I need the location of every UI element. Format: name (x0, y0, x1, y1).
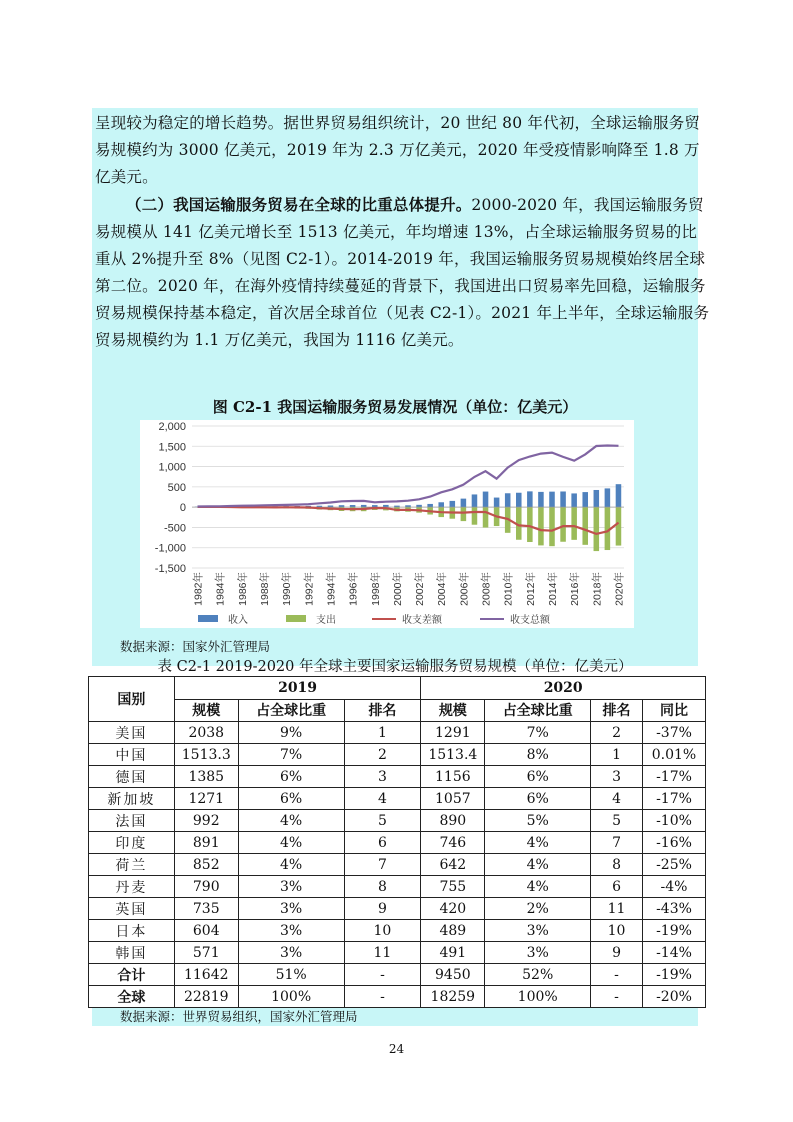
country-cell: 合计 (89, 964, 175, 986)
table-cell: 890 (421, 810, 485, 832)
header-year-2020: 2020 (421, 677, 706, 700)
x-tick-label: 2004年 (436, 572, 449, 606)
x-tick-label: 2010年 (502, 572, 515, 606)
x-tick-label: 1982年 (192, 572, 205, 606)
bar-income (560, 491, 566, 507)
x-tick-label: 2000年 (391, 572, 404, 606)
table-cell: 5 (591, 810, 643, 832)
bar-income (450, 501, 456, 507)
table-cell: 642 (421, 854, 485, 876)
bar-income (483, 492, 489, 508)
header-rank-2020: 排名 (591, 699, 643, 722)
table-cell: 852 (174, 854, 238, 876)
table-cell: 11642 (174, 964, 238, 986)
table-cell: 3% (485, 920, 591, 942)
country-cell: 荷兰 (89, 854, 175, 876)
table-cell: 2% (485, 898, 591, 920)
table-title: 表 C2-1 2019-2020 年全球主要国家运输服务贸易规模（单位：亿美元） (157, 659, 633, 675)
table-cell: 6 (344, 832, 421, 854)
table-total-row (89, 964, 706, 986)
table-cell: -37% (642, 722, 705, 744)
y-tick-label: 1,000 (158, 461, 186, 474)
table-cell: 4% (485, 876, 591, 898)
table-cell: 4% (485, 854, 591, 876)
table-cell: -14% (642, 942, 705, 964)
table-source: 数据来源：世界贸易组织，国家外汇管理局 (120, 1009, 358, 1024)
x-tick-label: 2008年 (480, 572, 493, 606)
table-cell: -4% (642, 876, 705, 898)
table-cell: 4 (344, 788, 421, 810)
table-cell: 1291 (421, 722, 485, 744)
table-cell: 100% (238, 986, 344, 1008)
table-row (89, 942, 706, 964)
x-tick-label: 2018年 (591, 572, 604, 606)
y-tick-label: 500 (167, 481, 186, 494)
header-rank-2019: 排名 (344, 699, 421, 722)
table-cell: 420 (421, 898, 485, 920)
table-cell: 1057 (421, 788, 485, 810)
x-tick-label: 1994年 (325, 572, 338, 606)
country-cell: 中国 (89, 744, 175, 766)
table-cell: 9 (591, 942, 643, 964)
bar-expenditure (616, 507, 622, 545)
y-tick-label: 2,000 (158, 421, 186, 433)
country-cell: 美国 (89, 722, 175, 744)
y-tick-label: 1,500 (158, 441, 186, 454)
legend-swatch (198, 615, 218, 622)
x-tick-label: 1984年 (214, 572, 227, 606)
header-scale-2020: 规模 (421, 699, 485, 722)
header-share-2019: 占全球比重 (238, 699, 344, 722)
table-cell: 51% (238, 964, 344, 986)
table-cell: 7% (485, 722, 591, 744)
trade-table (88, 676, 706, 1008)
table-cell: 11 (344, 942, 421, 964)
table-cell: 0.01% (642, 744, 705, 766)
header-country: 国别 (89, 677, 175, 722)
bar-income (571, 493, 577, 507)
table-cell: -17% (642, 788, 705, 810)
page-number: 24 (388, 1042, 405, 1056)
table-cell: 992 (174, 810, 238, 832)
table-cell: 3% (485, 942, 591, 964)
table-cell: -19% (642, 920, 705, 942)
bar-income (472, 494, 478, 507)
table-cell: 4% (238, 832, 344, 854)
body-text (95, 110, 710, 354)
table-row (89, 810, 706, 832)
bar-income (438, 502, 444, 507)
chart-container (140, 420, 634, 628)
table-cell: 8% (485, 744, 591, 766)
table-cell: 7% (238, 744, 344, 766)
table-cell: -43% (642, 898, 705, 920)
table-cell: - (344, 986, 421, 1008)
x-tick-label: 2014年 (547, 572, 559, 606)
country-cell: 新加坡 (89, 788, 175, 810)
table-cell: 755 (421, 876, 485, 898)
x-tick-label: 1996年 (347, 572, 360, 606)
table-row (89, 766, 706, 788)
table-row (89, 722, 706, 744)
table-cell: 3% (238, 876, 344, 898)
table-cell: 4% (238, 810, 344, 832)
country-cell: 全球 (89, 986, 175, 1008)
table-cell: -10% (642, 810, 705, 832)
table-cell: 3% (238, 942, 344, 964)
legend-label: 收支总额 (510, 615, 550, 626)
bar-income (549, 492, 555, 507)
table-row (89, 788, 706, 810)
bar-income (616, 484, 622, 507)
bar-expenditure (461, 507, 467, 521)
table-cell: 9 (344, 898, 421, 920)
table-cell: 52% (485, 964, 591, 986)
x-tick-label: 1986年 (236, 572, 249, 606)
bar-expenditure (483, 507, 489, 527)
table-cell: 1385 (174, 766, 238, 788)
table-cell: 491 (421, 942, 485, 964)
legend-swatch (286, 615, 306, 622)
table-cell: 604 (174, 920, 238, 942)
table-cell: - (591, 964, 643, 986)
table-cell: 6% (238, 788, 344, 810)
table-cell: 3% (238, 920, 344, 942)
header-year-2019: 2019 (174, 677, 421, 700)
table-cell: 891 (174, 832, 238, 854)
table-cell: 1 (591, 744, 643, 766)
country-cell: 印度 (89, 832, 175, 854)
paragraph-1: 呈现较为稳定的增长趋势。据世界贸易组织统计，20 世纪 80 年代初，全球运输服务贸易规模约为 3000 亿美元，2019 年为 2.3 万亿美元，2020 年受疫情影响降至 1.8 万亿美元。 (95, 114, 701, 186)
table-row (89, 832, 706, 854)
table-total-row (89, 986, 706, 1008)
table-cell: 8 (591, 854, 643, 876)
bar-expenditure (472, 507, 478, 525)
table-cell: 3 (591, 766, 643, 788)
table-cell: 5 (344, 810, 421, 832)
table-cell: 746 (421, 832, 485, 854)
legend-label: 收支差额 (402, 615, 442, 626)
bar-income (527, 491, 533, 507)
y-tick-label: -500 (163, 522, 186, 535)
paragraph-2-heading: （二）我国运输服务贸易在全球的比重总体提升。 (126, 195, 472, 214)
paragraph-2 (95, 191, 710, 354)
table-cell: 489 (421, 920, 485, 942)
bar-income (461, 499, 467, 508)
table-row (89, 854, 706, 876)
bar-income (605, 488, 611, 507)
table-cell: 18259 (421, 986, 485, 1008)
legend-label: 支出 (316, 615, 336, 626)
figure-source: 数据来源：国家外汇管理局 (120, 639, 271, 654)
table-cell: 7 (344, 854, 421, 876)
y-tick-label: -1,500 (154, 563, 186, 575)
bar-income (538, 492, 544, 507)
header-scale-2019: 规模 (174, 699, 238, 722)
table-cell: - (591, 986, 643, 1008)
table-cell: -17% (642, 766, 705, 788)
table-cell: 1513.3 (174, 744, 238, 766)
header-share-2020: 占全球比重 (485, 699, 591, 722)
table-cell: 6% (485, 788, 591, 810)
table-body (89, 722, 706, 1008)
transport-trade-chart (140, 420, 634, 628)
table-row (89, 920, 706, 942)
table-cell: 8 (344, 876, 421, 898)
country-cell: 日本 (89, 920, 175, 942)
table-cell: -25% (642, 854, 705, 876)
bar-expenditure (594, 507, 600, 551)
table-cell: 22819 (174, 986, 238, 1008)
bar-expenditure (571, 507, 577, 540)
table-row (89, 876, 706, 898)
table-cell: 4% (485, 832, 591, 854)
y-tick-label: 0 (179, 502, 186, 515)
bar-expenditure (549, 507, 555, 546)
table-cell: 571 (174, 942, 238, 964)
table-cell: 11 (591, 898, 643, 920)
x-tick-label: 1998年 (369, 572, 382, 606)
table-row (89, 744, 706, 766)
table-cell: 790 (174, 876, 238, 898)
table-cell: -20% (642, 986, 705, 1008)
table-cell: -16% (642, 832, 705, 854)
bar-income (494, 498, 500, 508)
figure-title: 图 C2-1 我国运输服务贸易发展情况（单位：亿美元） (212, 398, 578, 416)
x-tick-label: 2002年 (414, 572, 427, 606)
country-cell: 英国 (89, 898, 175, 920)
x-tick-label: 2006年 (458, 572, 471, 606)
table-row (89, 898, 706, 920)
table-cell: 1 (344, 722, 421, 744)
table-cell: 2038 (174, 722, 238, 744)
table-cell: - (344, 964, 421, 986)
table-cell: -19% (642, 964, 705, 986)
bar-expenditure (538, 507, 544, 545)
table-cell: 3% (238, 898, 344, 920)
table-cell: 7 (591, 832, 643, 854)
table-cell: 9% (238, 722, 344, 744)
bar-income (516, 493, 522, 507)
y-tick-label: -1,000 (154, 542, 186, 555)
bar-income (594, 490, 600, 507)
bar-expenditure (560, 507, 566, 542)
legend-label: 收入 (228, 615, 248, 626)
table-cell: 735 (174, 898, 238, 920)
bar-expenditure (527, 507, 533, 542)
table-cell: 100% (485, 986, 591, 1008)
table-cell: 3 (344, 766, 421, 788)
x-tick-label: 2012年 (524, 572, 537, 606)
header-yoy: 同比 (642, 699, 705, 722)
table-cell: 9450 (421, 964, 485, 986)
x-tick-label: 2016年 (569, 572, 582, 606)
x-tick-label: 1992年 (303, 572, 316, 606)
table-cell: 2 (344, 744, 421, 766)
table-cell: 10 (591, 920, 643, 942)
country-cell: 法国 (89, 810, 175, 832)
country-cell: 丹麦 (89, 876, 175, 898)
x-tick-label: 1990年 (281, 572, 294, 606)
bar-income (582, 492, 588, 507)
table-cell: 5% (485, 810, 591, 832)
table-cell: 1156 (421, 766, 485, 788)
table-cell: 10 (344, 920, 421, 942)
table-cell: 2 (591, 722, 643, 744)
country-cell: 德国 (89, 766, 175, 788)
table-cell: 1513.4 (421, 744, 485, 766)
bar-income (427, 504, 433, 507)
x-tick-label: 1988年 (259, 572, 271, 606)
country-cell: 韩国 (89, 942, 175, 964)
table-cell: 4 (591, 788, 643, 810)
table-cell: 6% (485, 766, 591, 788)
table-cell: 4% (238, 854, 344, 876)
table-cell: 1271 (174, 788, 238, 810)
bar-income (505, 493, 511, 507)
x-tick-label: 2020年 (613, 572, 626, 606)
paragraph-2-body: 2000-2020 年，我国运输服务贸易规模从 141 亿美元增长至 1513 亿美元，年均增速 13%，占全球运输服务贸易的比重从 2%提升至 8%（见图 C2-1）。2014-2019 年，我国运输服务贸易规模始终居全球第二位。2020 年，在海外疫情持续蔓延的背景下，我国进出口贸易率先回稳，运输服务贸易规模保持基本稳定，首次居全球首位（见表 C2-1）。2021 年上半年，全球运输服务贸易规模约为 1.1 万亿美元，我国为 1116 亿美元。 (95, 196, 710, 349)
table-cell: 6% (238, 766, 344, 788)
bar-expenditure (582, 507, 588, 545)
table-cell: 6 (591, 876, 643, 898)
